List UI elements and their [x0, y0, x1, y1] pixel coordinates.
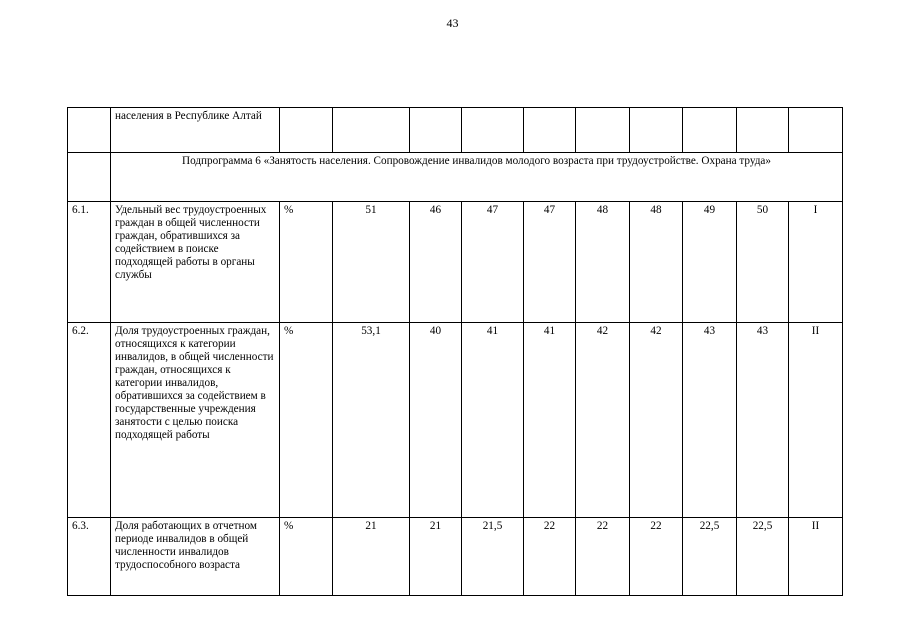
cell-empty — [410, 108, 462, 153]
cell-empty — [462, 108, 524, 153]
row-unit: % — [280, 202, 333, 323]
row-value: 48 — [630, 202, 683, 323]
row-value: 47 — [462, 202, 524, 323]
cell-empty — [280, 108, 333, 153]
table-row-continuation — [68, 108, 843, 153]
cell-index-empty — [68, 153, 111, 202]
row-label: Доля трудоустроенных граждан, относящихся к категории инвалидов, в общей численности граждан, относящихся к категории инвалидов, обратившихся за содействием в государственные учреждения занятости с целью поиска подходящей работы — [111, 323, 280, 518]
row-label: Удельный вес трудоустроенных граждан в общей численности граждан, обратившихся за содействием в поиске подходящей работы в органы службы — [111, 202, 280, 323]
indicator-table — [67, 107, 843, 596]
row-value: 50 — [737, 202, 789, 323]
table-row — [68, 323, 843, 518]
row-value: 42 — [630, 323, 683, 518]
subprogram-title: Подпрограмма 6 «Занятость населения. Сопровождение инвалидов молодого возраста при трудоустройстве. Охрана труда» — [111, 153, 843, 202]
cell-empty — [737, 108, 789, 153]
row-value: 49 — [683, 202, 737, 323]
row-label: Доля работающих в отчетном периоде инвалидов в общей численности инвалидов трудоспособного возраста — [111, 518, 280, 596]
cell-empty — [576, 108, 630, 153]
row-category: II — [789, 323, 843, 518]
row-value: 43 — [737, 323, 789, 518]
row-value: 21 — [333, 518, 410, 596]
row-value: 46 — [410, 202, 462, 323]
cell-empty — [789, 108, 843, 153]
row-value: 22 — [524, 518, 576, 596]
row-value: 47 — [524, 202, 576, 323]
row-value: 51 — [333, 202, 410, 323]
row-category: I — [789, 202, 843, 323]
row-value: 22 — [630, 518, 683, 596]
row-value: 41 — [462, 323, 524, 518]
table-row — [68, 518, 843, 596]
table-row-subprogram — [68, 153, 843, 202]
row-index: 6.1. — [68, 202, 111, 323]
row-value: 41 — [524, 323, 576, 518]
row-value: 48 — [576, 202, 630, 323]
cell-empty — [524, 108, 576, 153]
cell-empty — [333, 108, 410, 153]
row-value: 22,5 — [683, 518, 737, 596]
row-unit: % — [280, 323, 333, 518]
cell-index-empty — [68, 108, 111, 153]
row-unit: % — [280, 518, 333, 596]
cell-continuation-label: населения в Республике Алтай — [111, 108, 280, 153]
row-value: 53,1 — [333, 323, 410, 518]
row-value: 42 — [576, 323, 630, 518]
row-value: 22,5 — [737, 518, 789, 596]
cell-empty — [683, 108, 737, 153]
row-value: 22 — [576, 518, 630, 596]
table-row — [68, 202, 843, 323]
row-value: 40 — [410, 323, 462, 518]
row-value: 21,5 — [462, 518, 524, 596]
cell-empty — [630, 108, 683, 153]
row-value: 43 — [683, 323, 737, 518]
page-number: 43 — [446, 16, 459, 30]
row-value: 21 — [410, 518, 462, 596]
row-index: 6.2. — [68, 323, 111, 518]
row-index: 6.3. — [68, 518, 111, 596]
row-category: II — [789, 518, 843, 596]
